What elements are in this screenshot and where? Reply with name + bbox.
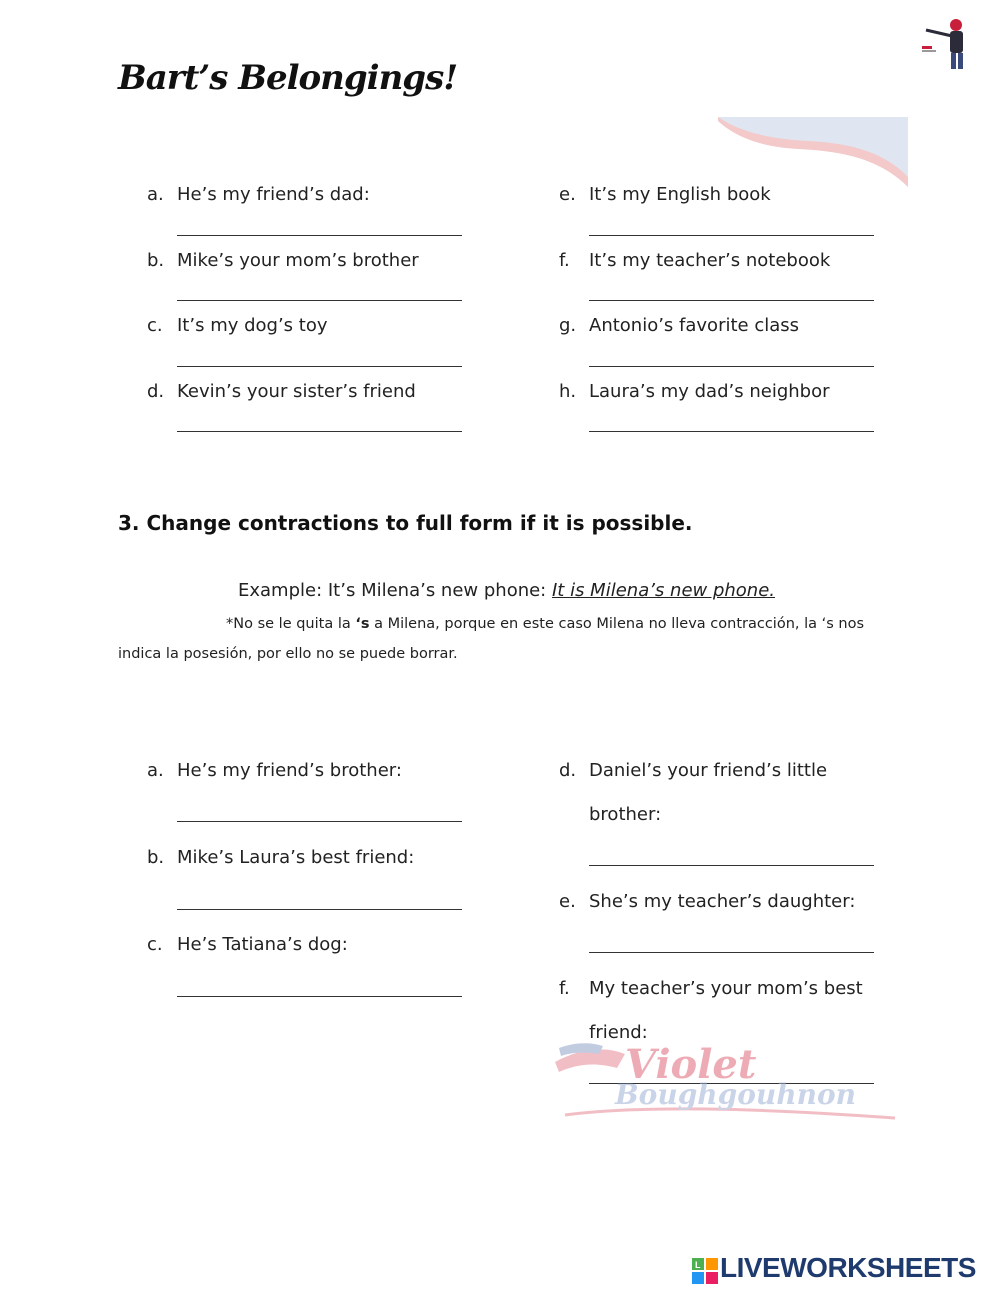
answer-line[interactable] — [177, 821, 462, 822]
watermark-word-1: Violet — [625, 1041, 757, 1088]
section-heading: 3. Change contractions to full form if it is possible. — [118, 511, 693, 535]
item-text: It’s my teacher’s notebook — [589, 250, 831, 271]
item-text: He’s my friend’s brother: — [177, 760, 402, 781]
item-text: Mike’s Laura’s best friend: — [177, 847, 415, 868]
item-letter: b. — [147, 250, 165, 271]
item-letter: f. — [559, 250, 570, 271]
answer-line[interactable] — [177, 300, 462, 301]
example-answer: It is Milena’s new phone. — [551, 580, 776, 601]
note-line-2: indica la posesión, por ello no se puede borrar. — [118, 646, 458, 662]
item-text: She’s my teacher’s daughter: — [589, 891, 856, 912]
item-text-continued: friend: — [589, 1022, 648, 1043]
item-letter: e. — [559, 891, 576, 912]
watermark-stamp — [555, 1020, 900, 1130]
answer-line[interactable] — [177, 431, 462, 432]
logo-letter: L — [695, 1260, 701, 1270]
answer-line[interactable] — [177, 996, 462, 997]
watermark-word-2: Boughgouhnon — [615, 1078, 856, 1111]
example-prefix: Example: It’s Milena’s new phone: — [238, 580, 552, 601]
decorative-swoosh — [718, 117, 908, 187]
answer-line[interactable] — [589, 865, 874, 866]
item-letter: a. — [147, 184, 164, 205]
item-letter: c. — [147, 934, 163, 955]
item-letter: b. — [147, 847, 165, 868]
item-letter: g. — [559, 315, 577, 336]
answer-line[interactable] — [177, 235, 462, 236]
item-letter: f. — [559, 978, 570, 999]
character-image — [916, 16, 972, 72]
item-letter: d. — [559, 760, 577, 781]
item-text: Antonio’s favorite class — [589, 315, 800, 336]
answer-line[interactable] — [589, 952, 874, 953]
answer-line[interactable] — [177, 366, 462, 367]
note-part1: *No se le quita la — [226, 616, 356, 632]
liveworksheets-logo-text[interactable]: LIVEWORKSHEETS — [720, 1252, 976, 1283]
item-letter: c. — [147, 315, 163, 336]
item-letter: h. — [559, 381, 577, 402]
example-line — [238, 580, 775, 601]
note-line-1 — [226, 616, 864, 632]
item-text: He’s my friend’s dad: — [177, 184, 370, 205]
item-text: It’s my English book — [589, 184, 771, 205]
note-bold: ‘s — [355, 616, 370, 632]
answer-line[interactable] — [589, 431, 874, 432]
liveworksheets-logo-icon — [692, 1258, 718, 1284]
note-part2: a Milena, porque en este caso Milena no lleva contracción, la ‘s nos — [369, 616, 865, 632]
item-text: It’s my dog’s toy — [177, 315, 328, 336]
item-text: Daniel’s your friend’s little — [589, 760, 828, 781]
item-letter: e. — [559, 184, 576, 205]
answer-line[interactable] — [589, 300, 874, 301]
answer-line[interactable] — [589, 235, 874, 236]
item-text: He’s Tatiana’s dog: — [177, 934, 348, 955]
item-text: Mike’s your mom’s brother — [177, 250, 419, 271]
page-title: Bart’s Belongings! — [118, 58, 458, 98]
item-text-continued: brother: — [589, 804, 662, 825]
item-letter: d. — [147, 381, 165, 402]
item-text: My teacher’s your mom’s best — [589, 978, 863, 999]
item-text: Laura’s my dad’s neighbor — [589, 381, 830, 402]
answer-line[interactable] — [589, 366, 874, 367]
item-text: Kevin’s your sister’s friend — [177, 381, 416, 402]
item-letter: a. — [147, 760, 164, 781]
flag-icon — [555, 1043, 625, 1072]
answer-line[interactable] — [177, 909, 462, 910]
